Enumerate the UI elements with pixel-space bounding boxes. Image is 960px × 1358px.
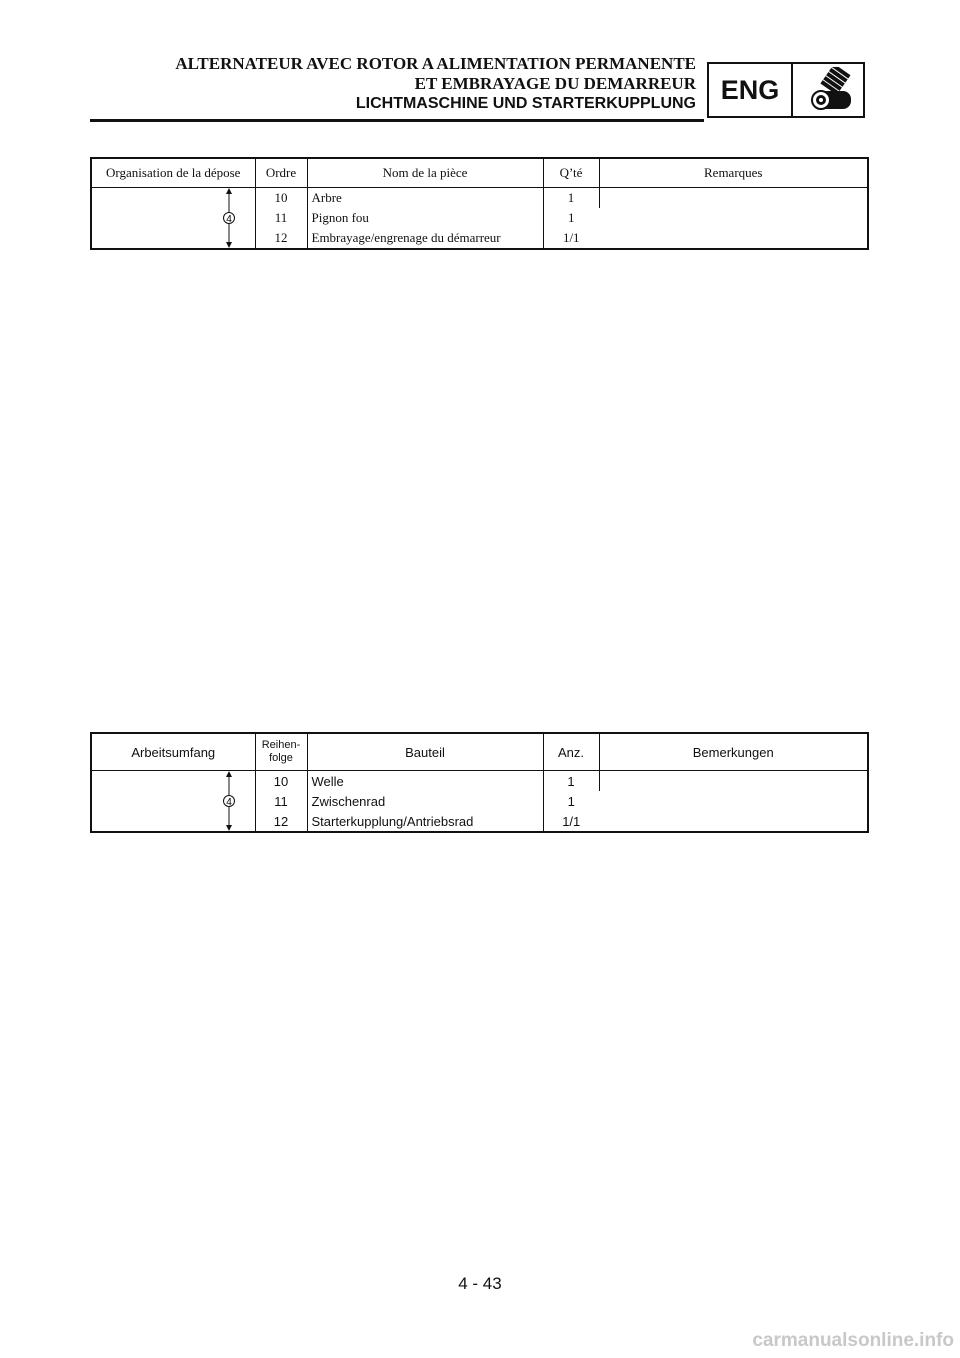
header-remarks: Bemerkungen [599,733,868,771]
page-number: 4 - 43 [458,1274,502,1293]
scope-cell [91,771,255,833]
header-quantity: Anz. [543,733,599,771]
remarks-cell [599,771,868,833]
row-part-name: Starterkupplung/Antriebsrad [307,811,543,832]
title-line-1: ALTERNATEUR AVEC ROTOR A ALIMENTATION PERMANENTE [175,54,696,73]
row-order: 11 [255,791,307,811]
row-part-name: Arbre [307,188,543,209]
header-quantity: Q’té [543,158,599,188]
row-order: 12 [255,228,307,249]
row-part-name: Pignon fou [307,208,543,228]
row-quantity: 1/1 [562,813,581,829]
row-part-name: Welle [307,771,543,792]
header-order-line-2: folge [269,752,293,764]
header-scope: Organisation de la dépose [91,158,255,188]
header-remarks: Remarques [599,158,868,188]
header-order [255,733,307,771]
row-quantity: 1 [543,771,599,792]
parts-table-french [90,157,869,250]
row-quantity: 1 [568,210,575,225]
table-row [91,188,868,209]
section-badge-label: ENG [709,64,793,116]
row-part-name: Zwischenrad [307,791,543,811]
row-order: 12 [255,811,307,832]
watermark: carmanualsonline.info [752,1330,954,1351]
section-badge [707,62,865,118]
scope-cell [91,188,255,250]
row-quantity: 1 [567,793,575,809]
scope-bracket [92,771,256,831]
scope-marker: 4 [226,214,232,225]
header-rule [90,119,704,122]
header-part-name: Nom de la pièce [307,158,543,188]
header-titles [175,54,696,114]
header-order: Ordre [255,158,307,188]
row-quantity: 1 [543,188,599,209]
engine-piston-icon [793,64,863,116]
header-scope: Arbeitsumfang [91,733,255,771]
scope-marker: 4 [226,797,232,808]
scope-bracket [92,188,256,248]
row-order: 10 [255,188,307,209]
row-quantity: 1/1 [562,230,580,245]
row-part-name: Embrayage/engrenage du démarreur [307,228,543,249]
remarks-cell [599,188,868,250]
table-header-row [91,158,868,188]
header-part-name: Bauteil [307,733,543,771]
title-line-3: LICHTMASCHINE UND STARTERKUPPLUNG [355,95,696,112]
table-row [91,771,868,792]
row-order: 11 [255,208,307,228]
row-order: 10 [255,771,307,792]
table-header-row [91,733,868,771]
title-line-2: ET EMBRAYAGE DU DEMARREUR [414,74,696,93]
parts-table-german [90,732,869,833]
header-order-line-1: Reihen- [261,739,301,751]
